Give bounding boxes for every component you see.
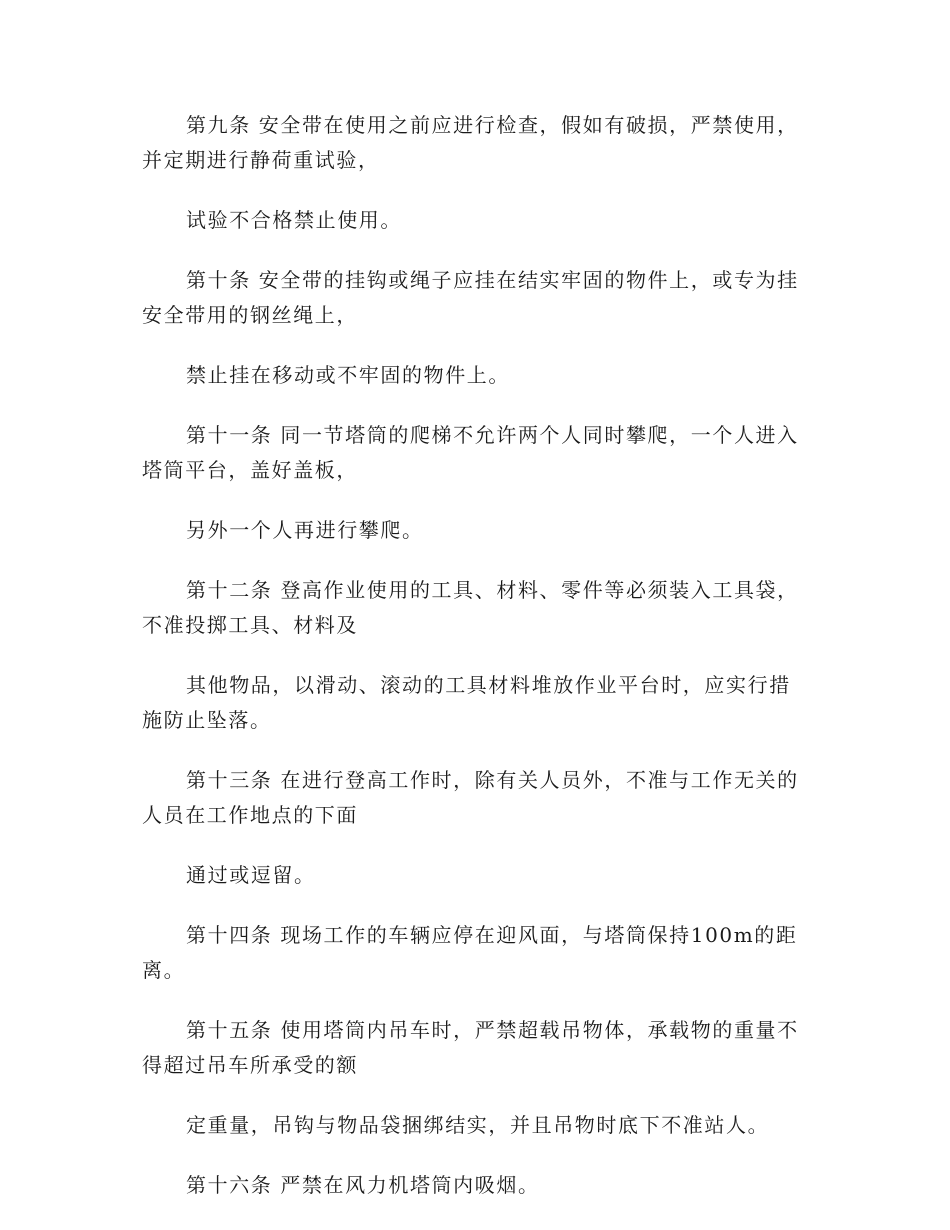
paragraph-continuation [142, 1108, 810, 1143]
paragraph-line: 并定期进行静荷重试验， [142, 148, 380, 172]
paragraph-article-15 [142, 1013, 810, 1083]
paragraph-line: 另外一个人再进行攀爬。 [186, 518, 424, 542]
paragraph-line: 试验不合格禁止使用。 [186, 208, 402, 232]
paragraph-article-9 [142, 108, 810, 178]
paragraph-line: 第十一条 同一节塔筒的爬梯不允许两个人同时攀爬，一个人进入 [186, 423, 799, 447]
paragraph-line: 通过或逗留。 [186, 863, 316, 887]
paragraph-line: 施防止坠落。 [142, 708, 272, 732]
paragraph-article-12 [142, 573, 810, 643]
paragraph-line: 第十三条 在进行登高工作时，除有关人员外，不准与工作无关的 [186, 768, 799, 792]
paragraph-line: 第十条 安全带的挂钩或绳子应挂在结实牢固的物件上，或专为挂 [186, 268, 799, 292]
paragraph-continuation [142, 513, 810, 548]
paragraph-continuation [142, 858, 810, 893]
paragraph-line: 人员在工作地点的下面 [142, 803, 358, 827]
paragraph-line: 不准投掷工具、材料及 [142, 613, 358, 637]
paragraph-line: 第十五条 使用塔筒内吊车时，严禁超载吊物体，承载物的重量不 [186, 1018, 799, 1042]
paragraph-line: 其他物品，以滑动、滚动的工具材料堆放作业平台时，应实行措 [186, 673, 791, 697]
paragraph-line: 离。 [142, 958, 186, 982]
paragraph-article-10 [142, 263, 810, 333]
paragraph-continuation [142, 358, 810, 393]
paragraph-article-13 [142, 763, 810, 833]
paragraph-line: 安全带用的钢丝绳上， [142, 303, 358, 327]
paragraph-article-11 [142, 418, 810, 488]
paragraph-line: 第十二条 登高作业使用的工具、材料、零件等必须装入工具袋， [186, 578, 799, 602]
paragraph-continuation [142, 668, 810, 738]
paragraph-article-16 [142, 1168, 810, 1203]
document-body [142, 108, 810, 1228]
paragraph-line: 禁止挂在移动或不牢固的物件上。 [186, 363, 510, 387]
paragraph-line: 定重量，吊钩与物品袋捆绑结实，并且吊物时底下不准站人。 [186, 1113, 770, 1137]
paragraph-line: 得超过吊车所承受的额 [142, 1053, 358, 1077]
paragraph-line: 第十四条 现场工作的车辆应停在迎风面，与塔筒保持100m的距 [186, 923, 798, 947]
paragraph-line: 第十六条 严禁在风力机塔筒内吸烟。 [186, 1173, 540, 1197]
paragraph-continuation [142, 203, 810, 238]
paragraph-line: 塔筒平台，盖好盖板， [142, 458, 358, 482]
paragraph-line: 第九条 安全带在使用之前应进行检查，假如有破损，严禁使用， [186, 113, 799, 137]
paragraph-article-14 [142, 918, 810, 988]
